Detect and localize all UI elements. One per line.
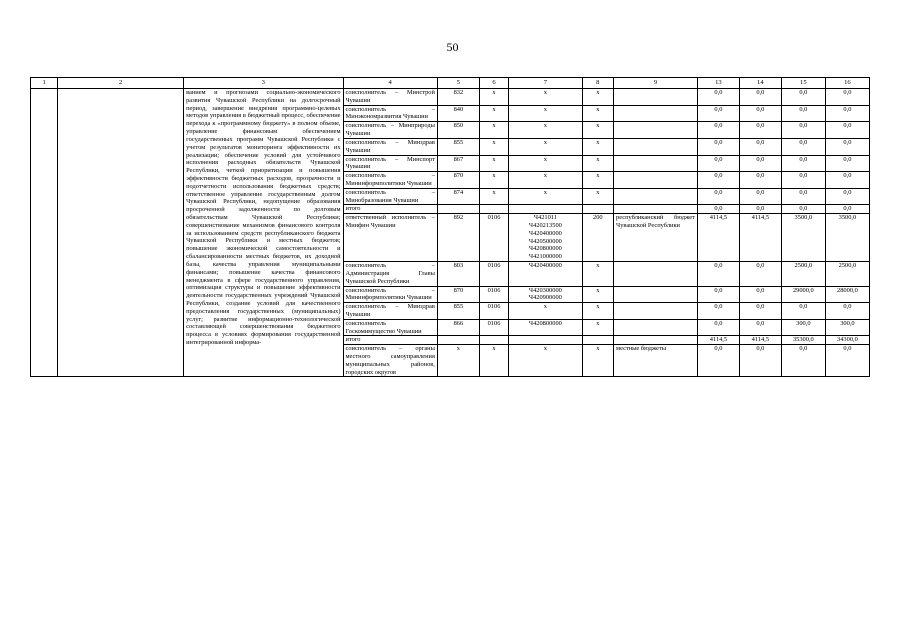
cell-c15: 0,0 — [781, 155, 825, 172]
description-cell: ванием и прогнозами социально-экономического развития Чувашской Республики на долгосрочный период, завершение внедрения программно-целевых методов управления в бюджетный процесс, обеспечение перехода к «программному бюджету» в полном объеме, управление финансовым обеспечением государственных программ Чувашской Республики с учетом результатов мониторинга эффективности их реализации; обеспечение условий для устойчивого исполнения расходных обязательств Чувашской Республики, четкой приоритизации и повышения эффективности бюджетных расходов, прозрачности и подотчетности использования бюджетных средств; ответственное управление государственным долгом Чувашской Республики, недопущение образования просроченной задолженности по долговым обязательствам Чувашской Республики; совершенствование механизмов финансового контроля за использованием средств республиканского бюджета Чувашской Республики и местных бюджетов; повышение экономической самостоятельности и сбалансированности местных бюджетов, их доходной базы, качества управления муниципальными финансами; повышение качества финансового менеджмента в сфере государственного управления, оптимизация структуры и повышение эффективности деятельности государственных учреждений Чувашской Республики, создание условий для качественного предоставления государственных (муниципальных) услуг; развитие информационно-технологической составляющей совершенствования бюджетного процесса в условиях формирования государственной интегрированной информа- — [184, 89, 343, 377]
cell-c15: 0,0 — [781, 303, 825, 320]
cell-c13: 0,0 — [697, 303, 739, 320]
cell-c4: соисполнитель – Минздрав Чувашии — [343, 303, 437, 320]
cell-c7: x — [509, 155, 582, 172]
cell-c5: 803 — [437, 262, 479, 286]
cell-c15: 0,0 — [781, 89, 825, 106]
cell-c5: 840 — [437, 105, 479, 122]
cell-c16: 0,0 — [825, 155, 869, 172]
header-cell: 4 — [343, 78, 437, 89]
cell-c6 — [479, 336, 508, 345]
program-table — [30, 77, 870, 377]
cell-c15: 0,0 — [781, 105, 825, 122]
cell-c15: 3500,0 — [781, 214, 825, 262]
cell-c9 — [614, 105, 698, 122]
cell-c16: 0,0 — [825, 172, 869, 189]
cell-c8: 200 — [582, 214, 613, 262]
cell-c8: x — [582, 303, 613, 320]
header-row — [31, 78, 870, 89]
cell-c5: 832 — [437, 89, 479, 106]
cell-c5: 870 — [437, 286, 479, 303]
cell-c13: 0,0 — [697, 105, 739, 122]
header-cell: 1 — [31, 78, 58, 89]
cell-c8: x — [582, 319, 613, 336]
cell-c15: 0,0 — [781, 345, 825, 377]
cell-c14: 0,0 — [739, 345, 781, 377]
cell-c6: x — [479, 155, 508, 172]
cell-c16: 0,0 — [825, 345, 869, 377]
cell-c14: 0,0 — [739, 172, 781, 189]
cell-c13: 0,0 — [697, 262, 739, 286]
cell-c7: Ч420300000 Ч420900000 — [509, 286, 582, 303]
cell-c4: соисполнитель – Минприроды Чувашии — [343, 122, 437, 139]
cell-c4: соисполнитель – органы местного самоуправления муниципальных районов, городских округов — [343, 345, 437, 377]
cell-c6: x — [479, 188, 508, 205]
cell-c13: 0,0 — [697, 155, 739, 172]
cell-c15: 29000,0 — [781, 286, 825, 303]
cell-c4: итого — [343, 336, 437, 345]
cell-c16: 0,0 — [825, 89, 869, 106]
cell-c8: x — [582, 105, 613, 122]
header-cell: 14 — [739, 78, 781, 89]
cell-c16: 0,0 — [825, 205, 869, 214]
cell-c13: 4114,5 — [697, 336, 739, 345]
cell-c9: местные бюджеты — [614, 345, 698, 377]
cell-c6: 0106 — [479, 286, 508, 303]
header-cell: 15 — [781, 78, 825, 89]
cell-c6: x — [479, 89, 508, 106]
cell-c9 — [614, 122, 698, 139]
cell-c14: 0,0 — [739, 205, 781, 214]
cell-c4: ответственный исполнитель – Минфин Чувашии — [343, 214, 437, 262]
cell-c9 — [614, 172, 698, 189]
cell-c6: 0106 — [479, 303, 508, 320]
cell-c4: соисполнитель – Минспорт Чувашии — [343, 155, 437, 172]
cell-c8: x — [582, 138, 613, 155]
cell-c13: 0,0 — [697, 188, 739, 205]
cell-c8: x — [582, 155, 613, 172]
cell-c16: 0,0 — [825, 122, 869, 139]
cell-c9 — [614, 286, 698, 303]
cell-c7: x — [509, 188, 582, 205]
cell-c15: 0,0 — [781, 188, 825, 205]
cell-c14: 0,0 — [739, 155, 781, 172]
cell-c8 — [582, 205, 613, 214]
cell-c15: 300,0 — [781, 319, 825, 336]
cell-c9 — [614, 89, 698, 106]
cell-c6: x — [479, 105, 508, 122]
cell-c16: 0,0 — [825, 105, 869, 122]
header-cell: 5 — [437, 78, 479, 89]
cell-c7: x — [509, 345, 582, 377]
cell-c15: 0,0 — [781, 205, 825, 214]
cell-c5: 874 — [437, 188, 479, 205]
cell-c9 — [614, 188, 698, 205]
cell-c6 — [479, 205, 508, 214]
cell-c6: x — [479, 345, 508, 377]
cell-c4: соисполнитель Госкомимущество Чувашии — [343, 319, 437, 336]
cell-c7: x — [509, 105, 582, 122]
cell-c9 — [614, 336, 698, 345]
cell-c16: 2500,0 — [825, 262, 869, 286]
cell-c15: 2500,0 — [781, 262, 825, 286]
cell-c4: соисполнитель – Мининформполитики Чувашии — [343, 286, 437, 303]
header-cell: 3 — [184, 78, 343, 89]
cell-c14: 0,0 — [739, 303, 781, 320]
cell-c4: соисполнитель – Минэкономразвития Чувашии — [343, 105, 437, 122]
cell-c16: 300,0 — [825, 319, 869, 336]
cell-c7: x — [509, 122, 582, 139]
cell-col1 — [31, 89, 58, 377]
cell-c4: соисполнитель – Минстрой Чувашии — [343, 89, 437, 106]
cell-c9 — [614, 262, 698, 286]
table-row — [31, 89, 870, 106]
cell-c16: 0,0 — [825, 138, 869, 155]
cell-c6: 0106 — [479, 262, 508, 286]
cell-c14: 0,0 — [739, 188, 781, 205]
cell-c15: 35300,0 — [781, 336, 825, 345]
cell-c8: x — [582, 345, 613, 377]
cell-c6: x — [479, 138, 508, 155]
header-cell: 8 — [582, 78, 613, 89]
cell-c5: 855 — [437, 138, 479, 155]
cell-c6: x — [479, 172, 508, 189]
cell-c16: 0,0 — [825, 303, 869, 320]
cell-c16: 34300,0 — [825, 336, 869, 345]
cell-c9 — [614, 205, 698, 214]
cell-c14: 0,0 — [739, 262, 781, 286]
cell-c5: 867 — [437, 155, 479, 172]
cell-col2 — [58, 89, 184, 377]
cell-c13: 0,0 — [697, 345, 739, 377]
cell-c15: 0,0 — [781, 138, 825, 155]
cell-c14: 0,0 — [739, 319, 781, 336]
cell-c14: 0,0 — [739, 105, 781, 122]
cell-c5 — [437, 336, 479, 345]
header-cell: 16 — [825, 78, 869, 89]
cell-c4: соисполнитель – Администрация Главы Чувашской Республики — [343, 262, 437, 286]
cell-c14: 0,0 — [739, 286, 781, 303]
cell-c16: 28000,0 — [825, 286, 869, 303]
cell-c7: x — [509, 138, 582, 155]
cell-c5 — [437, 205, 479, 214]
cell-c8 — [582, 336, 613, 345]
cell-c14: 0,0 — [739, 122, 781, 139]
cell-c7: x — [509, 303, 582, 320]
cell-c8: x — [582, 188, 613, 205]
cell-c14: 4114,5 — [739, 214, 781, 262]
cell-c6: 0106 — [479, 214, 508, 262]
page-number: 50 — [446, 40, 459, 54]
cell-c13: 0,0 — [697, 138, 739, 155]
header-cell: 7 — [509, 78, 582, 89]
cell-c6: x — [479, 122, 508, 139]
cell-c5: 850 — [437, 122, 479, 139]
cell-c14: 4114,5 — [739, 336, 781, 345]
cell-c9 — [614, 303, 698, 320]
cell-c8: x — [582, 286, 613, 303]
cell-c5: 892 — [437, 214, 479, 262]
cell-c7 — [509, 336, 582, 345]
cell-c16: 3500,0 — [825, 214, 869, 262]
cell-c15: 0,0 — [781, 122, 825, 139]
cell-c7: Ч421011 Ч420213500 Ч420400000 Ч420500000 Ч420800000 Ч421000000 — [509, 214, 582, 262]
cell-c8: x — [582, 89, 613, 106]
cell-c9 — [614, 138, 698, 155]
cell-c5: 870 — [437, 172, 479, 189]
cell-c7: x — [509, 89, 582, 106]
cell-c6: 0106 — [479, 319, 508, 336]
cell-c9: республиканский бюджет Чувашской Республики — [614, 214, 698, 262]
cell-c7 — [509, 205, 582, 214]
cell-c5: 855 — [437, 303, 479, 320]
cell-c4: итого — [343, 205, 437, 214]
cell-c5: x — [437, 345, 479, 377]
cell-c8: x — [582, 122, 613, 139]
header-cell: 2 — [58, 78, 184, 89]
cell-c14: 0,0 — [739, 138, 781, 155]
cell-c13: 4114,5 — [697, 214, 739, 262]
cell-c13: 0,0 — [697, 122, 739, 139]
cell-c15: 0,0 — [781, 172, 825, 189]
cell-c9 — [614, 155, 698, 172]
header-cell: 6 — [479, 78, 508, 89]
cell-c13: 0,0 — [697, 319, 739, 336]
cell-c4: соисполнитель – Минздрав Чувашии — [343, 138, 437, 155]
cell-c16: 0,0 — [825, 188, 869, 205]
cell-c9 — [614, 319, 698, 336]
cell-c4: соисполнитель – Мининформполитики Чувашии — [343, 172, 437, 189]
cell-c13: 0,0 — [697, 172, 739, 189]
cell-c8: x — [582, 172, 613, 189]
header-cell: 9 — [614, 78, 698, 89]
cell-c8: x — [582, 262, 613, 286]
cell-c7: Ч420800000 — [509, 319, 582, 336]
cell-c13: 0,0 — [697, 286, 739, 303]
header-cell: 13 — [697, 78, 739, 89]
cell-c13: 0,0 — [697, 205, 739, 214]
cell-c14: 0,0 — [739, 89, 781, 106]
cell-c7: Ч420400000 — [509, 262, 582, 286]
cell-c4: соисполнитель – Минобразования Чувашии — [343, 188, 437, 205]
cell-c5: 866 — [437, 319, 479, 336]
cell-c7: x — [509, 172, 582, 189]
cell-c13: 0,0 — [697, 89, 739, 106]
